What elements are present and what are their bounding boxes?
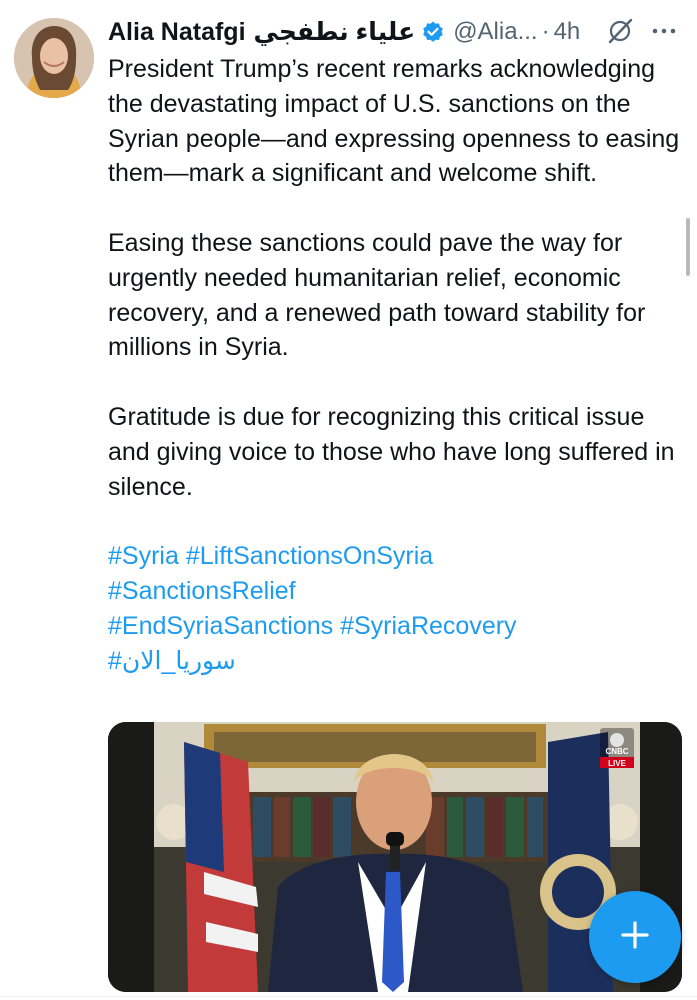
tweet-text (108, 52, 683, 679)
hashtag-link[interactable]: #سوريا_الان (108, 647, 236, 676)
compose-button[interactable] (589, 891, 681, 983)
tweet-paragraph-2: Easing these sanctions could pave the way for urgently needed humanitarian relief, economic recovery, and a renewed path toward stability for millions in Syria. (108, 228, 646, 362)
hashtag-link[interactable]: #EndSyriaSanctions (108, 612, 334, 641)
more-options-icon[interactable] (646, 16, 682, 46)
avatar[interactable] (14, 18, 94, 98)
author-name[interactable]: Alia Natafgi (108, 17, 246, 46)
author-handle[interactable]: @Alia... (453, 18, 538, 45)
plus-icon (617, 917, 653, 958)
tweet-header (108, 12, 688, 52)
hashtag-link[interactable]: #SanctionsRelief (108, 577, 296, 606)
hashtag-list (108, 539, 683, 679)
scrollbar[interactable] (686, 218, 690, 276)
cnbc-logo-text: CNBC (605, 747, 629, 756)
grok-icon[interactable] (605, 16, 635, 46)
tweet-paragraph-3: Gratitude is due for recognizing this critical issue and giving voice to those who have long suffered in silence. (108, 402, 675, 501)
hashtag-link[interactable]: #LiftSanctionsOnSyria (185, 542, 434, 571)
author-name-arabic[interactable]: علياء نطفجي (253, 18, 416, 46)
verified-badge-icon (421, 20, 445, 44)
hashtag-link[interactable]: #Syria (108, 542, 179, 571)
divider (0, 996, 697, 997)
tweet-paragraph-1: President Trump’s recent remarks acknowledging the devastating impact of U.S. sanctions on the Syrian people—and expressing openness to easing them—mark a significant and welcome shift. (108, 55, 680, 188)
hashtag-link[interactable]: #SyriaRecovery (340, 612, 517, 641)
tweet-time[interactable]: 4h (553, 18, 581, 45)
live-badge-text: LIVE (608, 759, 626, 768)
avatar-image (14, 18, 94, 98)
separator-dot: · (541, 18, 550, 45)
